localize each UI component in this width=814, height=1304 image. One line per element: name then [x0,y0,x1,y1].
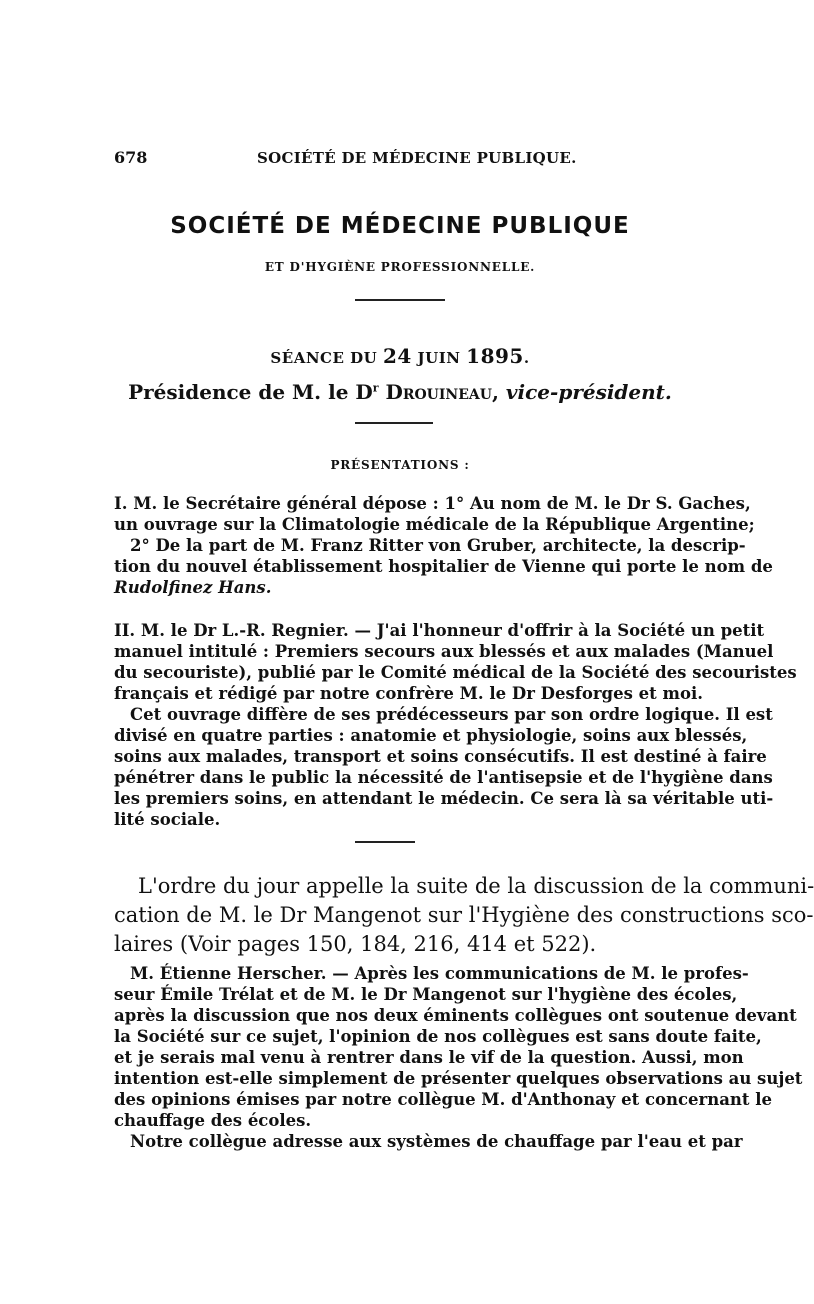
divider-rule [355,841,415,843]
divider-rule [355,422,433,424]
page-number: 678 [114,148,148,167]
running-title: SOCIÉTÉ DE MÉDECINE PUBLIQUE. [257,149,577,167]
main-title: SOCIÉTÉ DE MÉDECINE PUBLIQUE [170,213,630,239]
sub-title: ET D'HYGIÈNE PROFESSIONNELLE. [264,260,536,274]
presidency-line: Présidence de M. le $D^r$ Drouineau, vice-président. [128,380,672,404]
running-header [114,148,684,170]
session-date: SÉANCE DU 24 JUIN 1895. [270,344,530,368]
divider-rule [355,299,445,301]
paragraph-presentation-1: I. M. le Secrétaire général dépose : 1° Au nom de M. le Dr S. Gaches, un ouvrage sur la Climatologie médicale de la République Argentine; 2° De la part de M. Franz Ritter von Gruber, architecte, la descrip- tion du nouvel établissement hospitalier de Vienne qui porte le nom de Rudolfinez Hans. [114,494,773,597]
paragraph-presentation-2: II. M. le Dr L.-R. Regnier. — J'ai l'honneur d'offrir à la Société un petit manuel intitulé : Premiers secours aux blessés et aux malades (Manuel du secouriste), publié par le Comité médical de la Société des secouristes français et rédigé par notre confrère M. le Dr Desforges et moi. Cet ouvrage diffère de ses prédécesseurs par son ordre logique. Il est divisé en quatre parties : anatomie et physiologie, soins aux blessés, soins aux malades, transport et soins consécutifs. Il est destiné à faire pénétrer dans le public la nécessité de l'antisepsie et de l'hygiène dans les premiers soins, en attendant le médecin. Ce sera là sa véritable uti- lité sociale. [114,621,797,829]
presentations-heading: PRÉSENTATIONS : [330,458,470,472]
paragraph-order-of-day: L'ordre du jour appelle la suite de la discussion de la communi- cation de M. le Dr Mangenot sur l'Hygiène des constructions sco- laires (Voir pages 150, 184, 216, 414 et 522). [114,874,814,956]
paragraph-herscher: M. Étienne Herscher. — Après les communications de M. le profes- seur Émile Trélat et de M. le Dr Mangenot sur l'hygiène des écoles, après la discussion que nos deux éminents collègues ont soutenue devant la Société sur ce sujet, l'opinion de nos collègues est sans doute faite, et je serais mal venu à rentrer dans le vif de la question. Aussi, mon intention est-elle simplement de présenter quelques observations au sujet des opinions émises par notre collègue M. d'Anthonay et concernant le chauffage des écoles. Notre collègue adresse aux systèmes de chauffage par l'eau et par [114,964,803,1151]
